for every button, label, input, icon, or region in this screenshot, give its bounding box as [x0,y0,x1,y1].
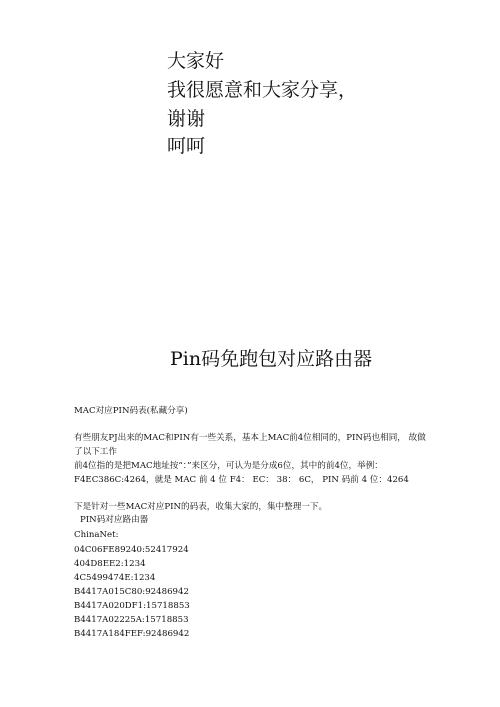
list-title: PIN码对应路由器 [80,515,149,525]
greeting-line-4: 呵呵 [167,135,206,157]
mac-pin-entry: 04C06FE89240:52417924 [74,545,189,555]
section-heading: MAC对应PIN码表(私藏分享) [74,406,188,416]
greeting-line-2: 我很愿意和大家分享， [167,79,358,101]
greeting-line-3: 谢谢 [167,108,206,130]
mac-pin-entry: B4417A02225A:15718853 [74,615,189,625]
mac-pin-entry: 404D8EE2:1234 [74,559,146,569]
mac-pin-entry: B4417A184FEF:92486942 [74,629,190,639]
greeting-line-1: 大家好 [167,50,225,72]
paragraph-2-line-2: F4EC386C:4264，就是 MAC 前 4 位 F4： EC： 38： 6C， PIN 码前 4 位：4264 [74,475,409,485]
vendor-label: ChinaNet: [74,530,119,540]
paragraph-1-line-2: 了以下工作 [74,447,117,457]
paragraph-2-line-1: 前4位指的是把MAC地址按“：”来区分，可认为是分成6位，其中的前4位，举例： [74,461,383,471]
paragraph-1-line-1: 有些朋友PJ出来的MAC和PIN有一些关系，基本上MAC前4位相同的，PIN码也相同， 故做 [74,433,426,443]
mac-pin-entry: 4C5499474E:1234 [74,573,156,583]
document-title: Pin码免跑包对应路由器 [170,348,373,370]
mac-pin-entry: B4417A015C80:92486942 [74,587,189,597]
paragraph-3: 下是针对一些MAC对应PIN的码表，收集大家的，集中整理一下。 [74,502,328,512]
mac-pin-entry: B4417A020DF1:15718853 [74,601,190,611]
